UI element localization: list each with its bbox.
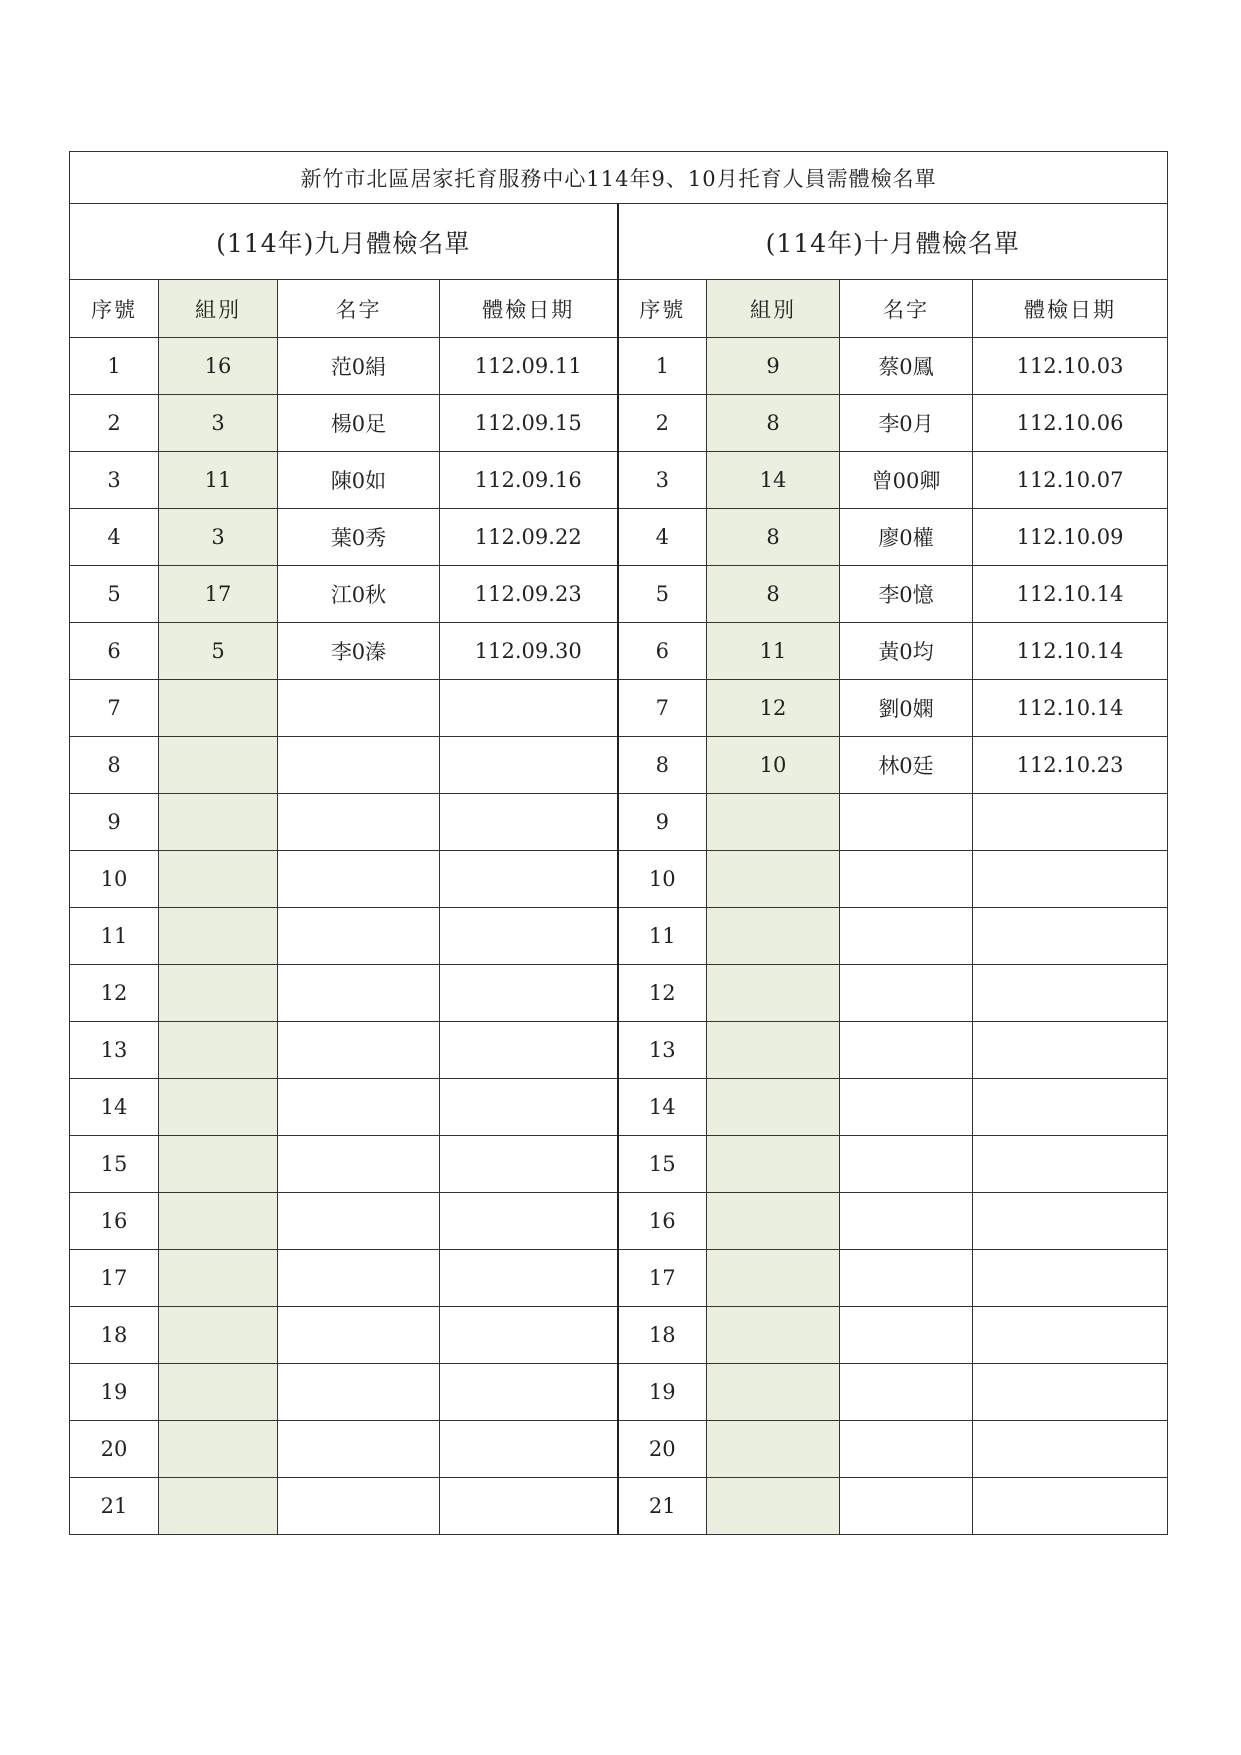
oct-cell-name — [840, 1136, 973, 1193]
oct-cell-date — [973, 1022, 1168, 1079]
oct-cell-group: 9 — [707, 338, 840, 395]
sep-cell-group — [159, 680, 278, 737]
oct-cell-date: 112.10.06 — [973, 395, 1168, 452]
oct-cell-name — [840, 1364, 973, 1421]
oct-cell-name — [840, 1307, 973, 1364]
sep-cell-group — [159, 1022, 278, 1079]
oct-cell-name: 曾00卿 — [840, 452, 973, 509]
sep-cell-date: 112.09.22 — [440, 509, 618, 566]
oct-cell-no: 3 — [618, 452, 707, 509]
sep-cell-name — [278, 1250, 440, 1307]
sep-cell-group: 3 — [159, 395, 278, 452]
sep-cell-group — [159, 1079, 278, 1136]
sep-cell-group — [159, 1193, 278, 1250]
oct-cell-no: 16 — [618, 1193, 707, 1250]
oct-cell-name: 蔡0鳳 — [840, 338, 973, 395]
sep-cell-name — [278, 1307, 440, 1364]
sep-cell-no: 7 — [70, 680, 159, 737]
table-row — [70, 794, 1168, 851]
document-title: 新竹市北區居家托育服務中心114年9、10月托育人員需體檢名單 — [70, 152, 1168, 204]
oct-cell-no: 15 — [618, 1136, 707, 1193]
oct-cell-no: 4 — [618, 509, 707, 566]
title-row — [70, 152, 1168, 204]
sep-cell-name — [278, 1478, 440, 1535]
table-row — [70, 1250, 1168, 1307]
sep-cell-date: 112.09.15 — [440, 395, 618, 452]
sep-cell-group: 17 — [159, 566, 278, 623]
sep-cell-group — [159, 1250, 278, 1307]
sep-cell-group: 3 — [159, 509, 278, 566]
sep-cell-date — [440, 1478, 618, 1535]
sep-cell-date — [440, 794, 618, 851]
oct-cell-group — [707, 1079, 840, 1136]
sep-cell-name — [278, 737, 440, 794]
sep-cell-no: 17 — [70, 1250, 159, 1307]
sep-cell-group — [159, 1307, 278, 1364]
oct-cell-date — [973, 1250, 1168, 1307]
oct-cell-name: 李0月 — [840, 395, 973, 452]
table-row — [70, 737, 1168, 794]
sep-cell-no: 2 — [70, 395, 159, 452]
sep-cell-group — [159, 851, 278, 908]
oct-cell-no: 10 — [618, 851, 707, 908]
table-row — [70, 965, 1168, 1022]
sep-col-name: 名字 — [278, 280, 440, 338]
oct-cell-name — [840, 794, 973, 851]
oct-cell-date — [973, 908, 1168, 965]
sep-cell-no: 8 — [70, 737, 159, 794]
sep-col-date: 體檢日期 — [440, 280, 618, 338]
oct-cell-no: 8 — [618, 737, 707, 794]
sep-cell-no: 15 — [70, 1136, 159, 1193]
oct-cell-date — [973, 851, 1168, 908]
sep-cell-date — [440, 737, 618, 794]
sep-cell-date: 112.09.23 — [440, 566, 618, 623]
oct-cell-date — [973, 1307, 1168, 1364]
sep-cell-name — [278, 851, 440, 908]
sep-cell-name — [278, 965, 440, 1022]
sep-cell-date: 112.09.30 — [440, 623, 618, 680]
oct-cell-no: 1 — [618, 338, 707, 395]
oct-cell-no: 17 — [618, 1250, 707, 1307]
oct-cell-group: 12 — [707, 680, 840, 737]
oct-cell-no: 20 — [618, 1421, 707, 1478]
sep-cell-no: 19 — [70, 1364, 159, 1421]
oct-cell-no: 12 — [618, 965, 707, 1022]
sep-cell-date — [440, 1079, 618, 1136]
table-row — [70, 1022, 1168, 1079]
oct-cell-name: 黃0均 — [840, 623, 973, 680]
sep-cell-date — [440, 965, 618, 1022]
oct-cell-group: 14 — [707, 452, 840, 509]
oct-cell-date — [973, 1421, 1168, 1478]
oct-col-group: 組別 — [707, 280, 840, 338]
oct-cell-date: 112.10.14 — [973, 680, 1168, 737]
oct-cell-name — [840, 1250, 973, 1307]
oct-cell-group: 8 — [707, 566, 840, 623]
sep-col-no: 序號 — [70, 280, 159, 338]
oct-col-name: 名字 — [840, 280, 973, 338]
oct-cell-group — [707, 965, 840, 1022]
oct-col-no: 序號 — [618, 280, 707, 338]
sep-cell-no: 21 — [70, 1478, 159, 1535]
sep-cell-date: 112.09.11 — [440, 338, 618, 395]
sep-cell-name — [278, 794, 440, 851]
sep-cell-group — [159, 737, 278, 794]
table-row — [70, 395, 1168, 452]
oct-cell-date: 112.10.07 — [973, 452, 1168, 509]
oct-cell-no: 21 — [618, 1478, 707, 1535]
oct-cell-group: 10 — [707, 737, 840, 794]
sep-cell-date — [440, 680, 618, 737]
sep-cell-no: 10 — [70, 851, 159, 908]
oct-cell-date — [973, 965, 1168, 1022]
oct-cell-date — [973, 1079, 1168, 1136]
health-check-table — [69, 151, 1168, 1535]
oct-cell-no: 13 — [618, 1022, 707, 1079]
sep-cell-date: 112.09.16 — [440, 452, 618, 509]
oct-cell-name — [840, 1478, 973, 1535]
sep-cell-name — [278, 1193, 440, 1250]
oct-cell-no: 11 — [618, 908, 707, 965]
sep-cell-group: 11 — [159, 452, 278, 509]
table-row — [70, 1136, 1168, 1193]
sep-cell-name — [278, 908, 440, 965]
sep-cell-name — [278, 1022, 440, 1079]
oct-cell-group — [707, 908, 840, 965]
sep-cell-no: 11 — [70, 908, 159, 965]
oct-cell-name — [840, 1079, 973, 1136]
oct-cell-name — [840, 1193, 973, 1250]
oct-cell-date — [973, 794, 1168, 851]
oct-cell-no: 6 — [618, 623, 707, 680]
oct-cell-no: 9 — [618, 794, 707, 851]
oct-cell-group: 8 — [707, 395, 840, 452]
month-heading-row — [70, 204, 1168, 280]
oct-cell-name — [840, 965, 973, 1022]
sep-cell-group: 16 — [159, 338, 278, 395]
oct-cell-name — [840, 1022, 973, 1079]
table-row — [70, 1079, 1168, 1136]
sep-cell-date — [440, 851, 618, 908]
sep-cell-group — [159, 1478, 278, 1535]
oct-cell-name — [840, 1421, 973, 1478]
sep-cell-name: 陳0如 — [278, 452, 440, 509]
oct-cell-group — [707, 794, 840, 851]
table-row — [70, 566, 1168, 623]
oct-cell-date — [973, 1136, 1168, 1193]
oct-cell-no: 14 — [618, 1079, 707, 1136]
oct-cell-date: 112.10.03 — [973, 338, 1168, 395]
oct-cell-date: 112.10.14 — [973, 623, 1168, 680]
sep-cell-date — [440, 1136, 618, 1193]
sep-cell-date — [440, 1421, 618, 1478]
table-row — [70, 452, 1168, 509]
sep-cell-name: 李0溱 — [278, 623, 440, 680]
sep-cell-name — [278, 1421, 440, 1478]
column-header-row — [70, 280, 1168, 338]
oct-cell-date — [973, 1478, 1168, 1535]
oct-cell-date: 112.10.23 — [973, 737, 1168, 794]
oct-cell-group — [707, 1193, 840, 1250]
sep-cell-no: 14 — [70, 1079, 159, 1136]
sep-cell-group — [159, 1364, 278, 1421]
table-row — [70, 1364, 1168, 1421]
oct-cell-group — [707, 1136, 840, 1193]
table-row — [70, 1193, 1168, 1250]
sep-cell-group — [159, 1421, 278, 1478]
sep-cell-date — [440, 1193, 618, 1250]
oct-cell-no: 7 — [618, 680, 707, 737]
oct-cell-date — [973, 1193, 1168, 1250]
sep-cell-no: 16 — [70, 1193, 159, 1250]
sep-cell-no: 1 — [70, 338, 159, 395]
oct-cell-group — [707, 1250, 840, 1307]
sep-cell-name: 楊0足 — [278, 395, 440, 452]
table-row — [70, 1478, 1168, 1535]
sep-cell-no: 4 — [70, 509, 159, 566]
sep-cell-no: 3 — [70, 452, 159, 509]
sep-cell-no: 9 — [70, 794, 159, 851]
sep-cell-no: 20 — [70, 1421, 159, 1478]
sep-cell-no: 5 — [70, 566, 159, 623]
oct-cell-no: 2 — [618, 395, 707, 452]
sep-cell-group — [159, 965, 278, 1022]
sep-cell-name: 葉0秀 — [278, 509, 440, 566]
oct-cell-date: 112.10.09 — [973, 509, 1168, 566]
table-row — [70, 908, 1168, 965]
sep-cell-date — [440, 1250, 618, 1307]
oct-cell-group: 8 — [707, 509, 840, 566]
sep-col-group: 組別 — [159, 280, 278, 338]
sep-cell-group — [159, 794, 278, 851]
table-row — [70, 623, 1168, 680]
sep-cell-group — [159, 908, 278, 965]
sep-cell-no: 12 — [70, 965, 159, 1022]
oct-cell-date — [973, 1364, 1168, 1421]
sep-cell-name — [278, 1136, 440, 1193]
sep-cell-name — [278, 1364, 440, 1421]
table-row — [70, 680, 1168, 737]
oct-cell-name: 林0廷 — [840, 737, 973, 794]
oct-col-date: 體檢日期 — [973, 280, 1168, 338]
oct-cell-group — [707, 851, 840, 908]
oct-cell-no: 5 — [618, 566, 707, 623]
table-row — [70, 1421, 1168, 1478]
oct-cell-group — [707, 1307, 840, 1364]
oct-cell-name: 劉0嫻 — [840, 680, 973, 737]
oct-cell-group — [707, 1022, 840, 1079]
september-heading: (114年)九月體檢名單 — [70, 204, 618, 280]
sep-cell-name: 范0絹 — [278, 338, 440, 395]
oct-cell-group — [707, 1421, 840, 1478]
sep-cell-no: 18 — [70, 1307, 159, 1364]
oct-cell-name: 廖0權 — [840, 509, 973, 566]
oct-cell-group: 11 — [707, 623, 840, 680]
sep-cell-group — [159, 1136, 278, 1193]
table-row — [70, 1307, 1168, 1364]
sep-cell-date — [440, 908, 618, 965]
sep-cell-name — [278, 680, 440, 737]
sep-cell-group: 5 — [159, 623, 278, 680]
table-row — [70, 509, 1168, 566]
oct-cell-group — [707, 1478, 840, 1535]
sep-cell-no: 6 — [70, 623, 159, 680]
oct-cell-group — [707, 1364, 840, 1421]
oct-cell-no: 18 — [618, 1307, 707, 1364]
oct-cell-no: 19 — [618, 1364, 707, 1421]
sep-cell-no: 13 — [70, 1022, 159, 1079]
sep-cell-name: 江0秋 — [278, 566, 440, 623]
table-row — [70, 338, 1168, 395]
oct-cell-name: 李0憶 — [840, 566, 973, 623]
oct-cell-name — [840, 851, 973, 908]
sep-cell-date — [440, 1307, 618, 1364]
oct-cell-date: 112.10.14 — [973, 566, 1168, 623]
table-row — [70, 851, 1168, 908]
sep-cell-date — [440, 1364, 618, 1421]
october-heading: (114年)十月體檢名單 — [618, 204, 1168, 280]
sep-cell-name — [278, 1079, 440, 1136]
oct-cell-name — [840, 908, 973, 965]
sep-cell-date — [440, 1022, 618, 1079]
